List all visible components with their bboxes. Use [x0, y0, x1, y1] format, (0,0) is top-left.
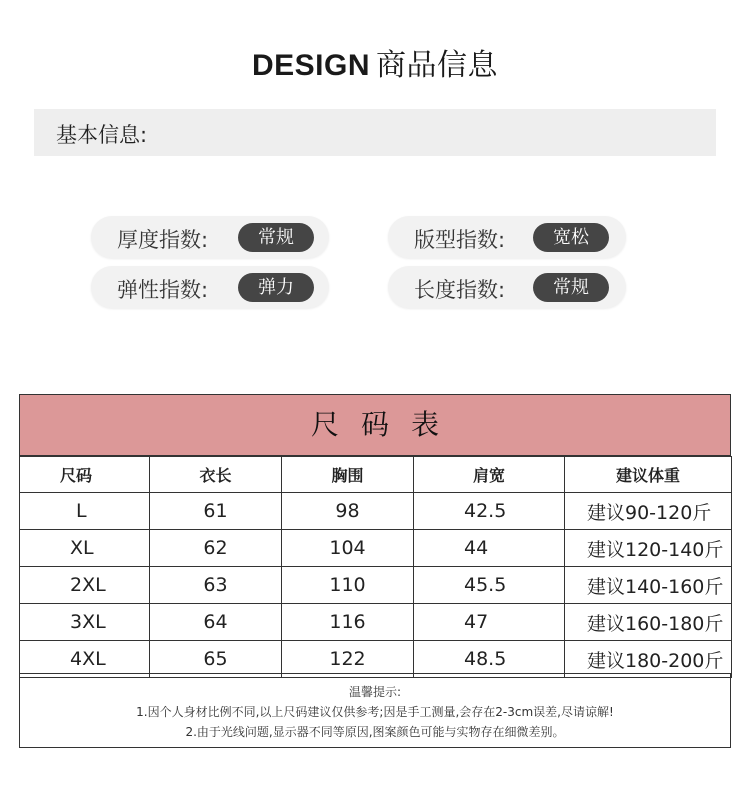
cell-length: 65 — [150, 641, 282, 678]
attr-elasticity — [91, 266, 329, 308]
title-en: DESIGN — [251, 49, 371, 82]
size-chart-title-text: 尺码表 — [310, 408, 461, 441]
table-row — [20, 604, 732, 641]
attr-elasticity-value: 弹力 — [238, 273, 314, 302]
header-shoulder: 肩宽 — [414, 457, 565, 493]
cell-weight: 建议90-120斤 — [565, 493, 732, 530]
size-table — [19, 456, 732, 678]
cell-shoulder: 47 — [414, 604, 565, 641]
attr-fit-value: 宽松 — [533, 223, 609, 252]
header-length: 衣长 — [150, 457, 282, 493]
cell-weight: 建议140-160斤 — [565, 567, 732, 604]
notice-line-2: 2.由于光线问题,显示器不同等原因,图案颜色可能与实物存在细微差别。 — [185, 725, 565, 739]
cell-shoulder: 42.5 — [414, 493, 565, 530]
notice-line-1: 1.因个人身材比例不同,以上尺码建议仅供参考;因是手工测量,会存在2-3cm误差,尽请谅解! — [136, 705, 614, 719]
size-table-header — [20, 457, 732, 493]
cell-length: 61 — [150, 493, 282, 530]
cell-chest: 98 — [282, 493, 414, 530]
cell-length: 64 — [150, 604, 282, 641]
cell-length: 63 — [150, 567, 282, 604]
cell-weight: 建议180-200斤 — [565, 641, 732, 678]
size-chart-title — [19, 394, 731, 456]
notice-box — [19, 673, 731, 748]
cell-size: L — [20, 493, 150, 530]
header-chest: 胸围 — [282, 457, 414, 493]
notice-heading: 温馨提示: — [348, 685, 402, 699]
cell-shoulder: 45.5 — [414, 567, 565, 604]
table-row — [20, 530, 732, 567]
cell-weight: 建议120-140斤 — [565, 530, 732, 567]
attr-length-value: 常规 — [533, 273, 609, 302]
cell-size: 2XL — [20, 567, 150, 604]
attr-thickness-value: 常规 — [238, 223, 314, 252]
header-weight: 建议体重 — [565, 457, 732, 493]
cell-size: XL — [20, 530, 150, 567]
basic-info-bar — [34, 109, 716, 156]
title-cn: 商品信息 — [376, 48, 499, 83]
cell-shoulder: 44 — [414, 530, 565, 567]
cell-size: 3XL — [20, 604, 150, 641]
cell-chest: 104 — [282, 530, 414, 567]
cell-weight: 建议160-180斤 — [565, 604, 732, 641]
attr-thickness — [91, 216, 329, 258]
header-size: 尺码 — [20, 457, 150, 493]
page-title — [0, 40, 750, 84]
cell-chest: 122 — [282, 641, 414, 678]
table-row — [20, 567, 732, 604]
attr-fit — [388, 216, 626, 258]
attr-length-label: 长度指数: — [414, 278, 506, 302]
attr-fit-label: 版型指数: — [414, 228, 506, 252]
table-row — [20, 493, 732, 530]
cell-size: 4XL — [20, 641, 150, 678]
cell-length: 62 — [150, 530, 282, 567]
cell-chest: 116 — [282, 604, 414, 641]
attr-elasticity-label: 弹性指数: — [117, 278, 209, 302]
attr-length — [388, 266, 626, 308]
attr-thickness-label: 厚度指数: — [117, 228, 209, 252]
cell-shoulder: 48.5 — [414, 641, 565, 678]
table-row — [20, 641, 732, 678]
cell-chest: 110 — [282, 567, 414, 604]
basic-info-label: 基本信息: — [56, 123, 148, 147]
